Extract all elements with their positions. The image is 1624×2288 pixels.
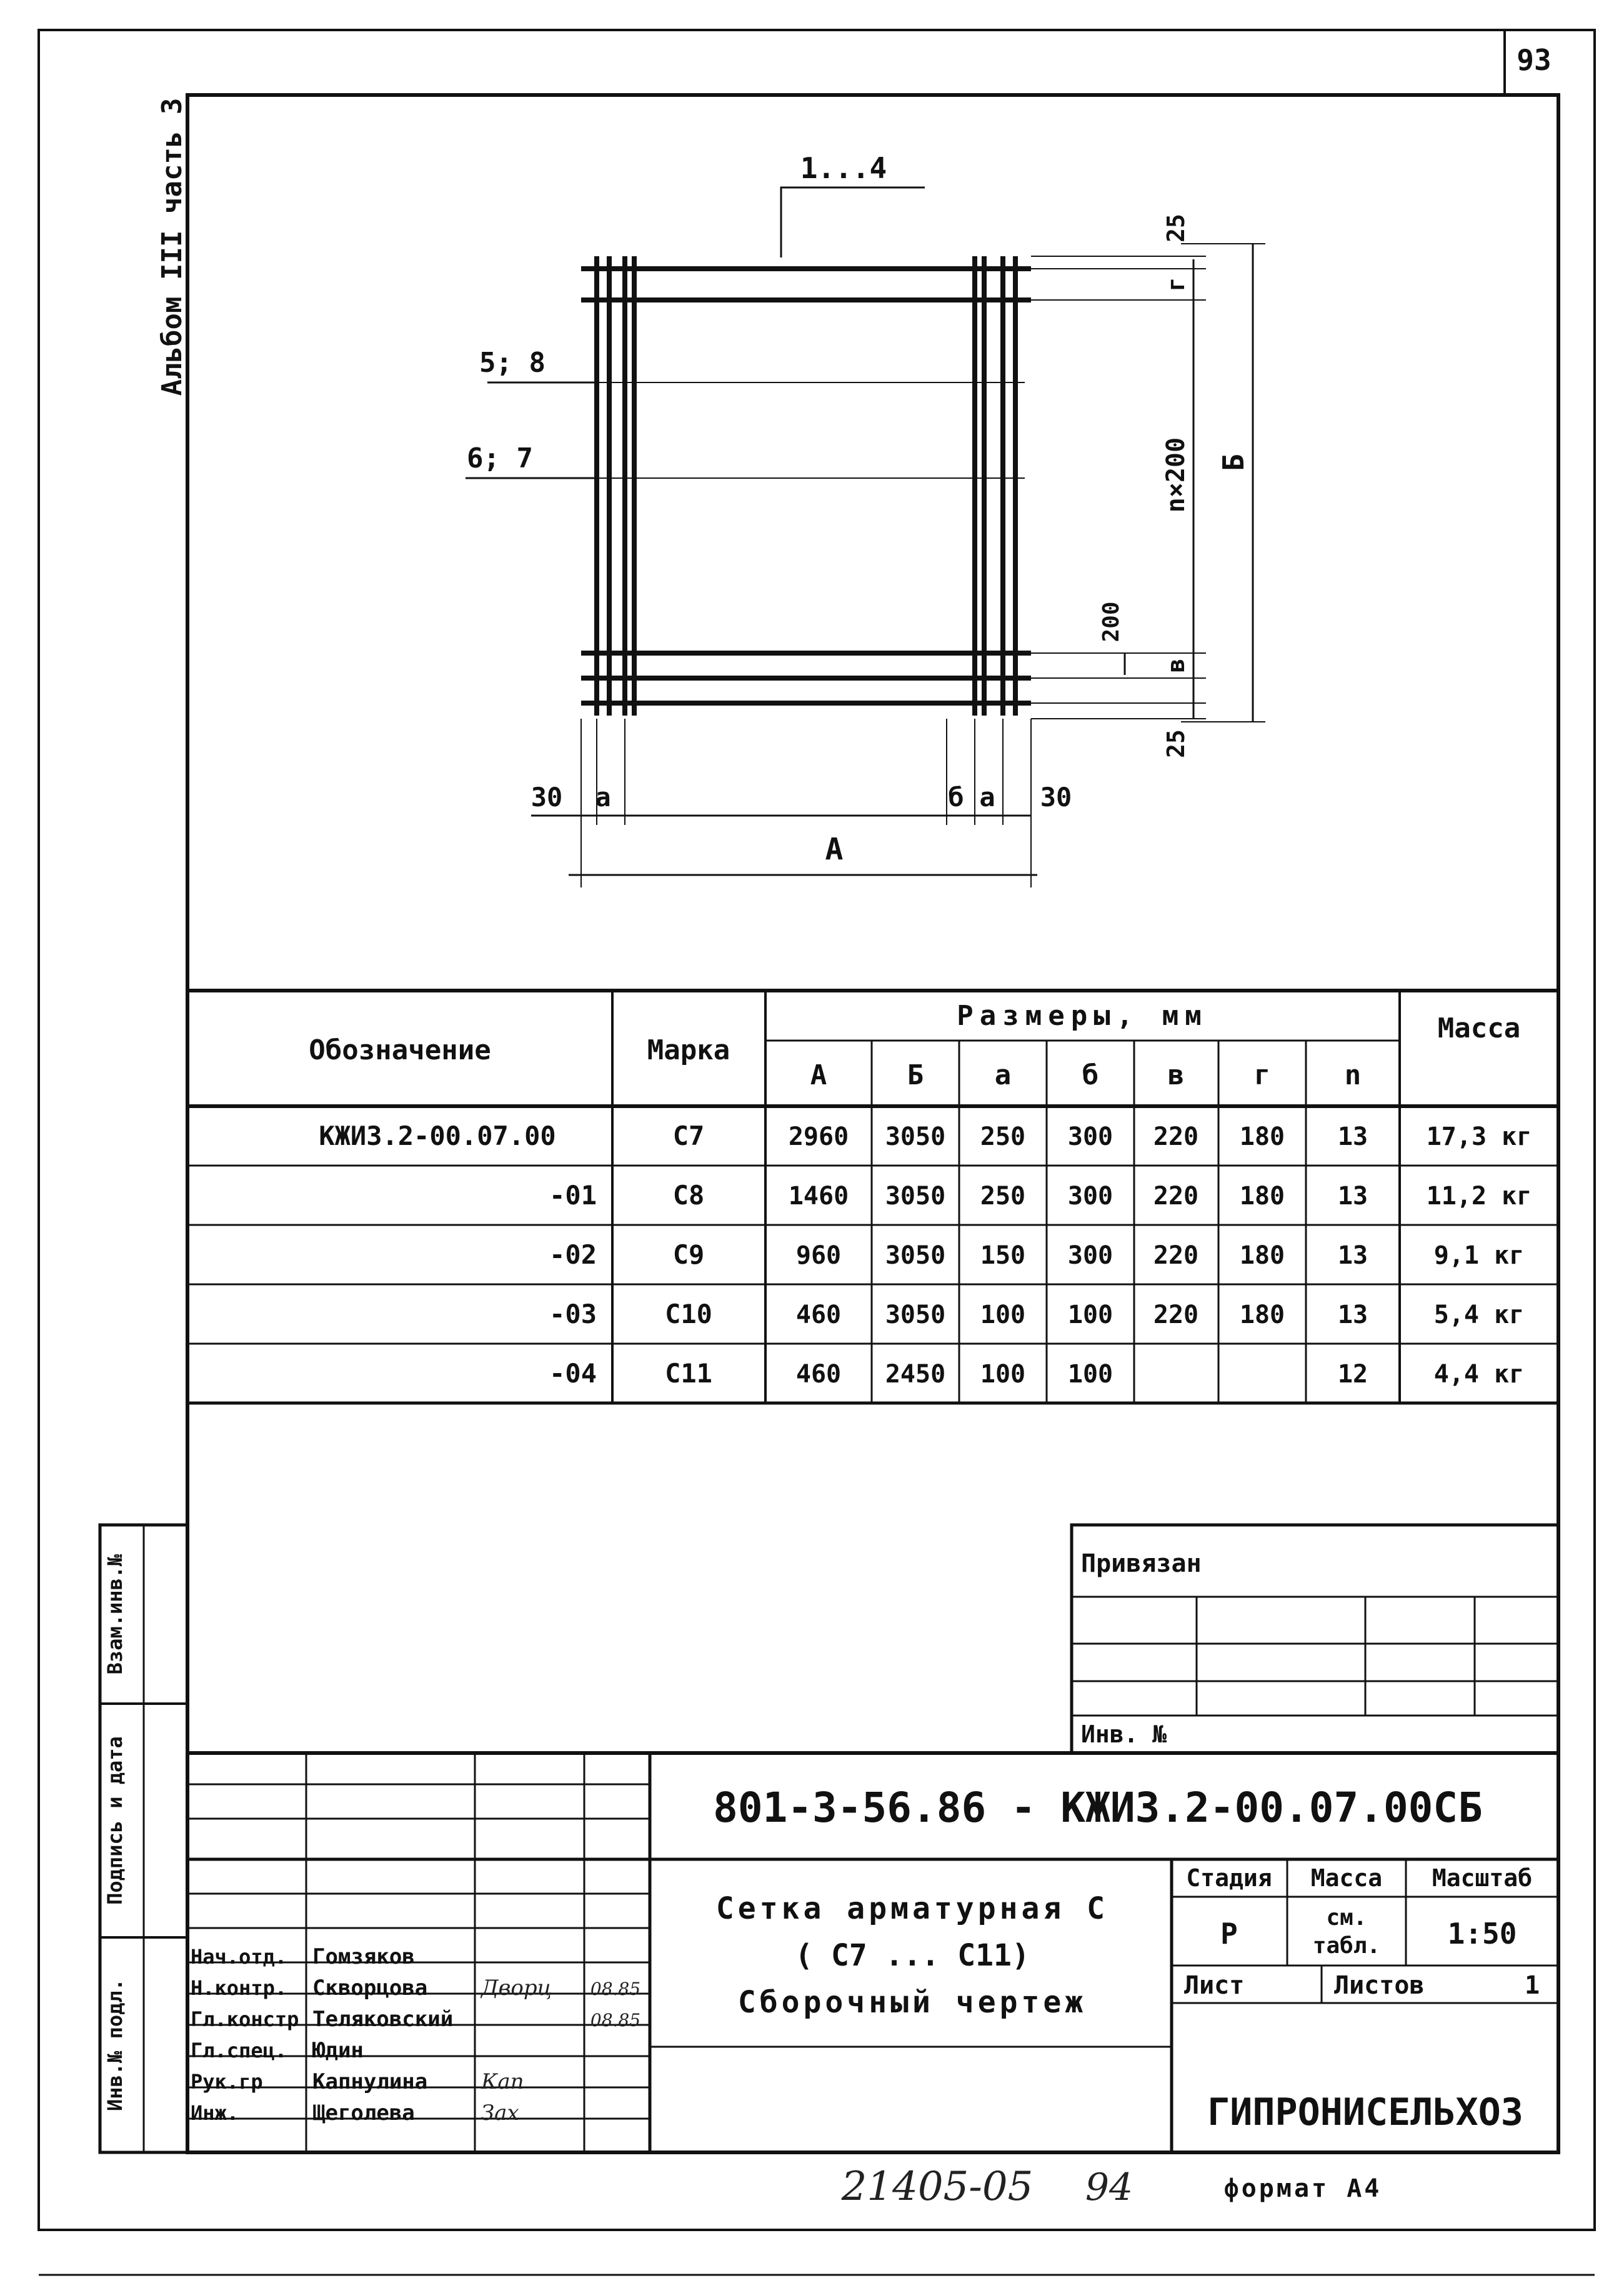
row-designation: -04 xyxy=(549,1358,597,1389)
drawing-name-line1: Сетка арматурная С xyxy=(715,1891,1109,1926)
row-size-a: 250 xyxy=(980,1122,1026,1151)
staff-rows xyxy=(191,1944,640,2126)
row-mark: С11 xyxy=(665,1358,712,1389)
vzam-inv-label: Взам.инв.№ xyxy=(103,1554,127,1675)
organization: ГИПРОНИСЕЛЬХОЗ xyxy=(1207,2091,1523,2134)
row-designation: -02 xyxy=(549,1239,597,1270)
staff-role: Гл.спец. xyxy=(191,2039,287,2062)
row-designation: КЖИ3.2-00.07.00 xyxy=(319,1121,556,1151)
size-subheader: б xyxy=(1082,1059,1099,1091)
callout-bars-6-7: 6; 7 xyxy=(467,442,533,474)
sheets-value: 1 xyxy=(1525,1971,1540,2000)
size-subheaders xyxy=(810,1059,1362,1091)
staff-role: Инж. xyxy=(191,2101,239,2125)
staff-name: Капнулина xyxy=(312,2069,428,2094)
row-size-a: 100 xyxy=(980,1301,1026,1329)
col-header-sizes: Размеры, мм xyxy=(957,1000,1208,1032)
dim-a-left: а xyxy=(595,782,611,812)
staff-name: Теляковский xyxy=(312,2007,454,2032)
row-size-a: 100 xyxy=(980,1360,1026,1389)
row-size-g: 180 xyxy=(1239,1301,1285,1329)
dim-200: 200 xyxy=(1098,601,1124,642)
size-subheader: А xyxy=(810,1059,827,1091)
row-size-v: 220 xyxy=(1153,1182,1199,1211)
format-label: формат А4 xyxy=(1223,2174,1382,2203)
mesh-drawing xyxy=(466,187,1265,887)
row-size-B: 2450 xyxy=(885,1360,946,1389)
mesh-dimension-labels xyxy=(467,151,1250,867)
callout-bars-5-8: 5; 8 xyxy=(479,347,545,379)
podpis-data-label: Подпись и дата xyxy=(103,1736,127,1905)
row-size-b: 300 xyxy=(1067,1122,1113,1151)
staff-signature: Кап xyxy=(481,2069,524,2094)
row-size-a: 150 xyxy=(980,1241,1026,1270)
size-subheader: а xyxy=(994,1059,1012,1091)
dim-b-right: б xyxy=(948,782,964,812)
row-size-A: 460 xyxy=(795,1301,842,1329)
staff-date: 08.85 xyxy=(590,2010,641,2031)
document-code: 801-3-56.86 - КЖИ3.2-00.07.00СБ xyxy=(713,1784,1483,1832)
row-size-b: 100 xyxy=(1067,1301,1113,1329)
row-size-A: 960 xyxy=(795,1241,842,1270)
drawing-name-line2: ( С7 ... С11) xyxy=(795,1938,1030,1973)
row-size-b: 100 xyxy=(1067,1360,1113,1389)
dim-30-left: 30 xyxy=(531,782,563,812)
row-size-v: 220 xyxy=(1153,1301,1199,1329)
secondary-page-number: 94 xyxy=(1085,2166,1133,2209)
inventory-number: 21405-05 xyxy=(841,2164,1034,2210)
staff-role: Н.контр. xyxy=(191,1976,287,2000)
staff-name: Юдин xyxy=(312,2038,364,2063)
row-size-B: 3050 xyxy=(885,1301,946,1329)
mass-value-line1: см. xyxy=(1326,1905,1367,1931)
row-mass: 9,1 кг xyxy=(1433,1241,1525,1270)
mass-value-line2: табл. xyxy=(1312,1933,1381,1959)
row-size-v: 220 xyxy=(1153,1122,1199,1151)
dim-A: А xyxy=(825,832,844,867)
row-mass: 5,4 кг xyxy=(1433,1301,1525,1329)
row-size-B: 3050 xyxy=(885,1182,946,1211)
drawing-name-line3: Сборочный чертеж xyxy=(737,1985,1087,2020)
size-subheader: г xyxy=(1253,1059,1271,1091)
staff-signature: Зах xyxy=(481,2101,519,2126)
row-size-A: 2960 xyxy=(788,1122,849,1151)
stage-value: Р xyxy=(1220,1917,1238,1951)
scale-value: 1:50 xyxy=(1447,1917,1517,1951)
stage-label: Стадия xyxy=(1186,1864,1272,1892)
page-number: 93 xyxy=(1517,43,1552,77)
row-size-g: 180 xyxy=(1239,1241,1285,1270)
dim-30-right: 30 xyxy=(1040,782,1072,812)
staff-name: Гомзяков xyxy=(312,1944,415,1969)
row-size-g: 180 xyxy=(1239,1122,1285,1151)
dim-25-top: 25 xyxy=(1162,214,1190,242)
dim-g: г xyxy=(1162,277,1190,292)
dim-n-200: n×200 xyxy=(1162,437,1190,513)
row-mark: С7 xyxy=(672,1121,705,1151)
dim-B: Б xyxy=(1217,454,1250,471)
dim-25-bottom: 25 xyxy=(1162,729,1190,758)
row-mark: С8 xyxy=(672,1180,705,1211)
staff-role: Гл.констр xyxy=(191,2007,299,2031)
size-subheader: в xyxy=(1167,1059,1185,1091)
row-mass: 11,2 кг xyxy=(1426,1182,1532,1211)
row-mark: С10 xyxy=(665,1299,712,1329)
privyazan-inv: Инв. № xyxy=(1081,1721,1167,1748)
staff-role: Нач.отд. xyxy=(191,1945,287,1969)
row-size-n: 13 xyxy=(1337,1241,1368,1270)
inv-podl-label: Инв.№ подл. xyxy=(103,1979,127,2111)
staff-date: 08.85 xyxy=(590,1979,641,1999)
staff-signature: Дворц xyxy=(481,1976,552,2001)
dim-v: в xyxy=(1162,658,1190,673)
row-size-B: 3050 xyxy=(885,1122,946,1151)
row-size-b: 300 xyxy=(1067,1241,1113,1270)
row-size-A: 460 xyxy=(795,1360,842,1389)
staff-role: Рук.гр xyxy=(191,2070,263,2094)
col-header-designation: Обозначение xyxy=(309,1034,491,1066)
size-subheader: Б xyxy=(907,1059,924,1091)
row-size-n: 13 xyxy=(1337,1122,1368,1151)
row-size-n: 13 xyxy=(1337,1182,1368,1211)
row-size-n: 12 xyxy=(1337,1360,1368,1389)
mass-label: Масса xyxy=(1310,1864,1383,1892)
row-mass: 17,3 кг xyxy=(1426,1122,1532,1151)
spec-table xyxy=(309,1000,1532,1389)
dim-a-right: а xyxy=(979,782,995,812)
row-size-g: 180 xyxy=(1239,1182,1285,1211)
row-mark: С9 xyxy=(672,1239,705,1270)
size-subheader: n xyxy=(1344,1059,1362,1091)
sheets-label: Листов xyxy=(1334,1971,1425,2000)
col-header-mass: Масса xyxy=(1437,1012,1521,1044)
callout-bars-1-4: 1...4 xyxy=(800,151,887,185)
row-size-a: 250 xyxy=(980,1182,1026,1211)
title-block xyxy=(191,1784,1540,2134)
scale-label: Масштаб xyxy=(1432,1864,1533,1892)
row-size-B: 3050 xyxy=(885,1241,946,1270)
album-title: Альбом III часть 3 xyxy=(156,97,188,396)
staff-name: Щеголева xyxy=(312,2101,415,2126)
row-size-v: 220 xyxy=(1153,1241,1199,1270)
col-header-mark: Марка xyxy=(647,1034,730,1066)
privyazan-block xyxy=(1072,1525,1558,1753)
row-size-n: 13 xyxy=(1337,1301,1368,1329)
staff-name: Скворцова xyxy=(312,1976,428,2001)
row-size-b: 300 xyxy=(1067,1182,1113,1211)
row-size-A: 1460 xyxy=(788,1182,849,1211)
row-mass: 4,4 кг xyxy=(1433,1360,1525,1389)
sheet-label: Лист xyxy=(1184,1971,1245,2000)
row-designation: -01 xyxy=(549,1180,597,1211)
table-rows xyxy=(319,1121,1532,1389)
row-designation: -03 xyxy=(549,1299,597,1329)
privyazan-title: Привязан xyxy=(1081,1549,1202,1578)
